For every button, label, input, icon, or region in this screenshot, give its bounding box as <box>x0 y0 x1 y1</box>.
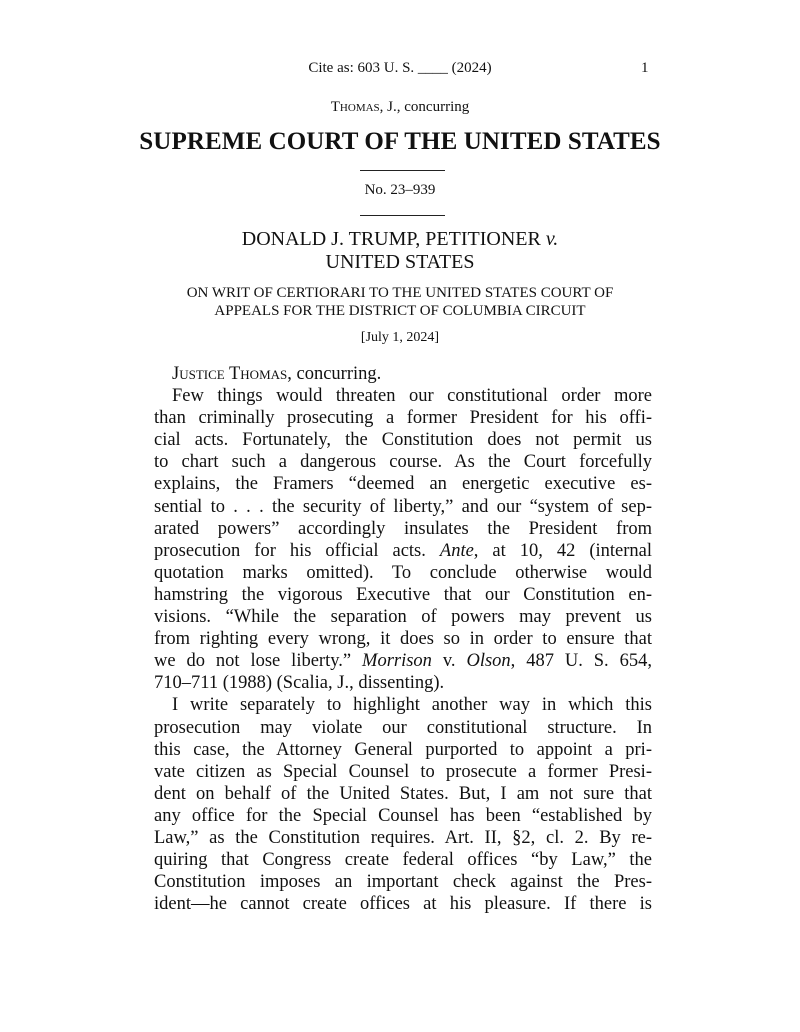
case-name-versus: v. <box>545 228 559 250</box>
case-name <box>0 228 800 274</box>
case-name-parties: DONALD J. TRUMP, PETITIONER <box>241 228 546 250</box>
paragraph-line: quiring that Congress create federal offices “by Law,” the <box>154 850 652 871</box>
paragraph-line <box>154 650 652 672</box>
paragraph-line: visions. “While the separation of powers may prevent us <box>154 607 652 628</box>
opinion-body <box>154 363 652 915</box>
paragraph-line: this case, the Attorney General purported to appoint a pri- <box>154 739 652 760</box>
case-name-line-2: UNITED STATES <box>325 251 475 273</box>
case-name-line-1 <box>0 228 800 251</box>
citation-morrison: Morrison <box>362 651 432 672</box>
paragraph-line: sential to . . . the security of liberty,” and our “system of sep- <box>154 496 652 517</box>
line-text: prosecution for his official acts. <box>154 540 426 561</box>
paragraph-line: Law,” as the Constitution requires. Art. II, §2, cl. 2. By re- <box>154 827 652 848</box>
citation-ante: Ante <box>439 540 474 561</box>
paragraph-line: arated powers” accordingly insulates the President from <box>154 518 652 539</box>
running-head <box>0 99 800 116</box>
opening-justice: Justice Thomas <box>172 364 288 384</box>
paragraph-2 <box>154 694 652 915</box>
writ-line-1: ON WRIT OF CERTIORARI TO THE UNITED STATES COURT OF <box>186 285 614 301</box>
opening-line <box>154 363 652 385</box>
court-title: SUPREME COURT OF THE UNITED STATES <box>139 128 661 155</box>
paragraph-line: Constitution imposes an important check against the Pres- <box>154 872 652 893</box>
docket-number: No. 23–939 <box>364 182 436 198</box>
paragraph-line: hamstring the vigorous Executive that our Constitution en- <box>154 584 652 605</box>
citation-header: Cite as: 603 U. S. ____ (2024) <box>308 60 492 76</box>
citation-olson: Olson <box>466 651 511 672</box>
paragraph-line: to chart such a dangerous course. As the Court forcefully <box>154 452 652 473</box>
page-number: 1 <box>641 60 649 76</box>
paragraph-line: prosecution may violate our constitutional structure. In <box>154 717 652 738</box>
paragraph-line: explains, the Framers “deemed an energetic executive es- <box>154 474 652 495</box>
decision-date: [July 1, 2024] <box>360 330 440 345</box>
paragraph-line: from righting every wrong, it does so in order to ensure that <box>154 629 652 650</box>
running-head-rest: , J., concurring <box>379 99 470 115</box>
paragraph-line: I write separately to highlight another way in which this <box>172 695 652 716</box>
paragraph-line: cial acts. Fortunately, the Constitution does not permit us <box>154 430 652 451</box>
paragraph-1 <box>154 385 652 694</box>
line-text: we do not lose liberty.” <box>154 651 352 672</box>
paragraph-line: any office for the Special Counsel has been “established by <box>154 805 652 826</box>
divider-rule-top <box>360 170 445 171</box>
writ-statement <box>0 284 800 320</box>
paragraph-line: 710–711 (1988) (Scalia, J., dissenting). <box>154 673 445 694</box>
paragraph-line: quotation marks omitted). To conclude otherwise would <box>154 562 652 583</box>
opening-rest: , concurring. <box>287 364 382 384</box>
line-text: , at 10, 42 (internal <box>473 540 653 561</box>
divider-rule-bottom <box>360 215 445 216</box>
writ-line-2: APPEALS FOR THE DISTRICT OF COLUMBIA CIRCUIT <box>214 303 586 319</box>
paragraph-line: Few things would threaten our constitutional order more <box>172 386 652 407</box>
paragraph-line: dent on behalf of the United States. But, I am not sure that <box>154 783 652 804</box>
paragraph-line: than criminally prosecuting a former President for his offi- <box>154 408 652 429</box>
paragraph-line <box>154 540 652 562</box>
line-text: v. <box>431 651 467 672</box>
paragraph-line: vate citizen as Special Counsel to prosecute a former Presi- <box>154 761 652 782</box>
running-head-justice: Thomas <box>330 99 380 115</box>
paragraph-line: ident—he cannot create offices at his pleasure. If there is <box>154 894 652 915</box>
line-text: , 487 U. S. 654, <box>510 651 652 672</box>
